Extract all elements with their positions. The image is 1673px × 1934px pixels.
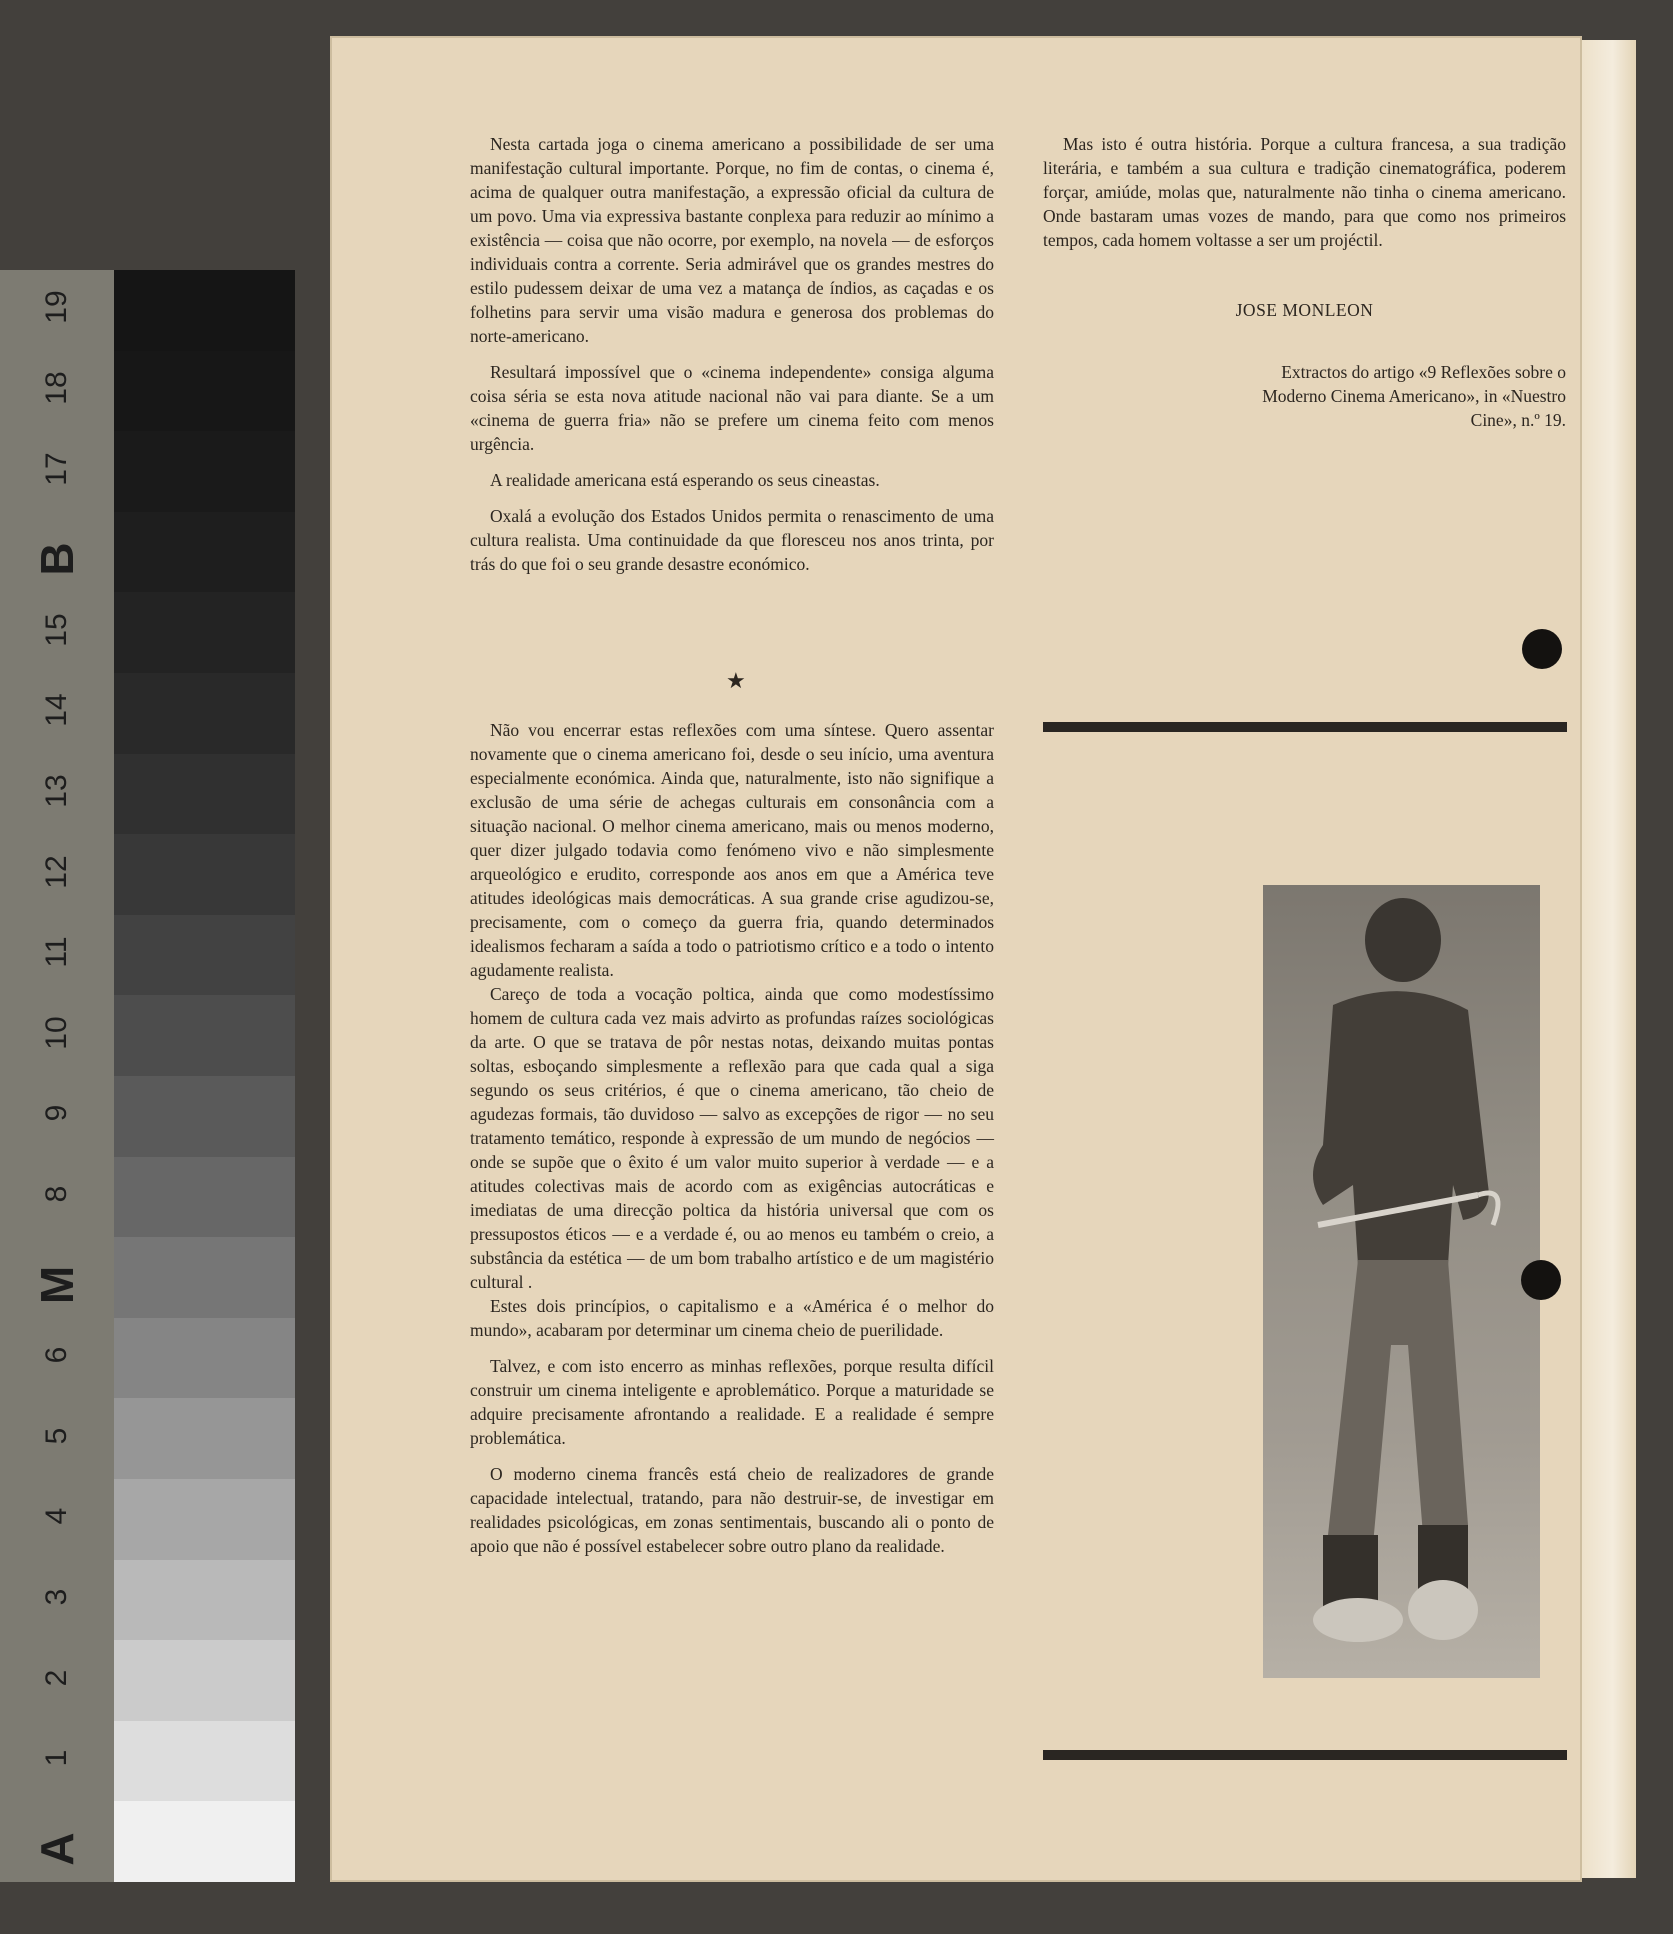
gray-patch — [114, 270, 295, 351]
strip-label: 9 — [40, 1104, 73, 1122]
strip-label: B — [31, 542, 83, 576]
divider-rule-top — [1043, 722, 1567, 732]
strip-label: 12 — [40, 854, 73, 889]
punch-hole — [1522, 629, 1562, 669]
gray-patch — [114, 915, 295, 996]
gray-patch — [114, 1157, 295, 1238]
paragraph: A realidade americana está esperando os seus cineastas. — [490, 470, 880, 490]
gray-patch — [114, 1801, 295, 1882]
gray-patch — [114, 1721, 295, 1802]
color-calibration-strip — [0, 270, 295, 1882]
paragraph: Nesta cartada joga o cinema americano a possibilidade de ser uma manifestação cultural importante. Porque, no fim de contas, o cinema é, acima de qualquer outra manifestação, a expressão oficial da cultura de um povo. Uma via expressiva bastante conplexa para reduzir ao mínimo a existência — coisa que não ocorre, por exemplo, na novela — de esforços individuais contra a corrente. Seria admirável que os grandes mestres do estilo pudessem deixar de uma vez a matança de índios, as caçadas e os folhetins para servir uma visão madura e generosa dos problemas do norte-americano. — [470, 134, 994, 346]
gray-patch — [114, 351, 295, 432]
star-separator: ★ — [726, 668, 746, 693]
strip-label: 8 — [40, 1185, 73, 1203]
strip-label: A — [31, 1832, 83, 1866]
film-still-photo — [1263, 885, 1540, 1678]
strip-label: 19 — [40, 290, 73, 324]
gray-patch — [114, 1237, 295, 1318]
paragraph: Talvez, e com isto encerro as minhas reflexões, porque resulta difícil construir um cinema inteligente e aproblemático. Porque a maturidade se adquire precisamente afrontando a realidade. E a realidade é sempre problemática. — [470, 1356, 994, 1448]
gray-patch — [114, 1318, 295, 1399]
strip-label: 1 — [40, 1749, 73, 1767]
strip-label: 17 — [40, 451, 73, 486]
figure-silhouette — [1263, 885, 1540, 1678]
paragraph: O moderno cinema francês está cheio de realizadores de grande capacidade intelectual, tratando, para não destruir-se, de investigar em realidades psicológicas, em zonas sentimentais, buscando ali o ponto de apoio que não é possível estabelecer sobre outro plano da realidade. — [470, 1464, 994, 1556]
strip-label: M — [31, 1265, 83, 1304]
strip-label: 6 — [40, 1346, 73, 1364]
paragraph: Careço de toda a vocação poltica, ainda que como modestíssimo homem de cultura cada vez mais advirto as profundas raízes sociológicas da arte. O que se tratava de pôr nestas notas, deixando muitas pontas soltas, esboçando simplesmente a reflexão para que cada qual a siga segundo os seus critérios, é que o cinema americano, tão cheio de agudezas formais, tão duvidoso — salvo as excepções de rigor — no seu tratamento temático, responde à expressão de um mundo de negócios — onde se supõe que o êxito é um valor muito superior à verdade — e a atitudes colectivas mais de acordo com as exigências autocráticas e imediatas de uma direcção poltica da história universal que com os pressupostos éticos — e a verdade é, ou ao menos eu também o creio, a substância da estética — de um bom trabalho artístico e de um magistério cultural . — [470, 984, 994, 1292]
strip-label: 18 — [40, 371, 73, 405]
source-credit: Extractos do artigo «9 Reflexões sobre o Moderno Cinema Americano», in «Nuestro Cine», n.º 19. — [1262, 362, 1566, 430]
gray-patch — [114, 995, 295, 1076]
strip-label: 10 — [40, 1016, 73, 1050]
article-right-column — [1043, 132, 1566, 264]
punch-hole — [1521, 1260, 1561, 1300]
strip-label: 2 — [40, 1669, 73, 1686]
strip-label: 13 — [40, 774, 73, 808]
gray-patch — [114, 1479, 295, 1560]
gray-patches — [114, 270, 295, 1882]
strip-labels — [0, 270, 114, 1882]
strip-label: 14 — [40, 693, 73, 727]
paragraph: Resultará impossível que o «cinema independente» consiga alguma coisa séria se esta nova atitude nacional não vai para diante. Se a um «cinema de guerra fria» não se prefere um cinema feito com menos urgência. — [470, 362, 994, 454]
paragraph: Mas isto é outra história. Porque a cultura francesa, a sua tradição literária, e também a sua cultura e tradição cinematográfica, poderem forçar, amiúde, molas que, naturalmente não tinha o cinema americano. Onde bastaram umas vozes de mando, para que como nos primeiros tempos, cada homem voltasse a ser um projéctil. — [1043, 134, 1566, 250]
paragraph: Não vou encerrar estas reflexões com uma síntese. Quero assentar novamente que o cinema americano foi, desde o seu início, uma aventura especialmente económica. Ainda que, naturalmente, isto não signifique a exclusão de uma série de achegas culturais em consonância com a situação nacional. O melhor cinema americano, mais ou menos moderno, quer dizer julgado todavia como fenómeno vivo e não simplesmente arqueológico e erudito, corresponde aos anos em que a América teve atitudes ideológicas mais democráticas. A sua grande crise agudizou-se, precisamente, com o começo da guerra fria, quando determinados idealismos fecharam a saída a todo o patriotismo crítico e a todo o intento agudamente realista. — [470, 720, 994, 980]
strip-label: 11 — [40, 936, 73, 968]
gray-patch — [114, 592, 295, 673]
article-left-column-bottom — [470, 718, 994, 1570]
gray-patch — [114, 431, 295, 512]
article-left-column-top — [470, 132, 994, 588]
gray-patch — [114, 1398, 295, 1479]
strip-label: 4 — [40, 1507, 73, 1525]
gray-patch — [114, 1076, 295, 1157]
strip-label: 5 — [40, 1427, 73, 1445]
paragraph: Oxalá a evolução dos Estados Unidos permita o renascimento de uma cultura realista. Uma continuidade da que floresceu nos anos trinta, por trás do que foi o seu grande desastre económico. — [470, 506, 994, 574]
strip-label: 3 — [40, 1588, 73, 1606]
gray-patch — [114, 754, 295, 835]
page-edge — [1578, 40, 1636, 1878]
gray-patch — [114, 1560, 295, 1641]
strip-label: 15 — [40, 613, 73, 647]
author-name: JOSE MONLEON — [1235, 300, 1374, 320]
gray-patch — [114, 834, 295, 915]
gray-patch — [114, 1640, 295, 1721]
gray-patch — [114, 673, 295, 754]
paragraph: Estes dois princípios, o capitalismo e a «América é o melhor do mundo», acabaram por determinar um cinema cheio de puerilidade. — [470, 1296, 994, 1340]
divider-rule-bottom — [1043, 1750, 1567, 1760]
gray-patch — [114, 512, 295, 593]
